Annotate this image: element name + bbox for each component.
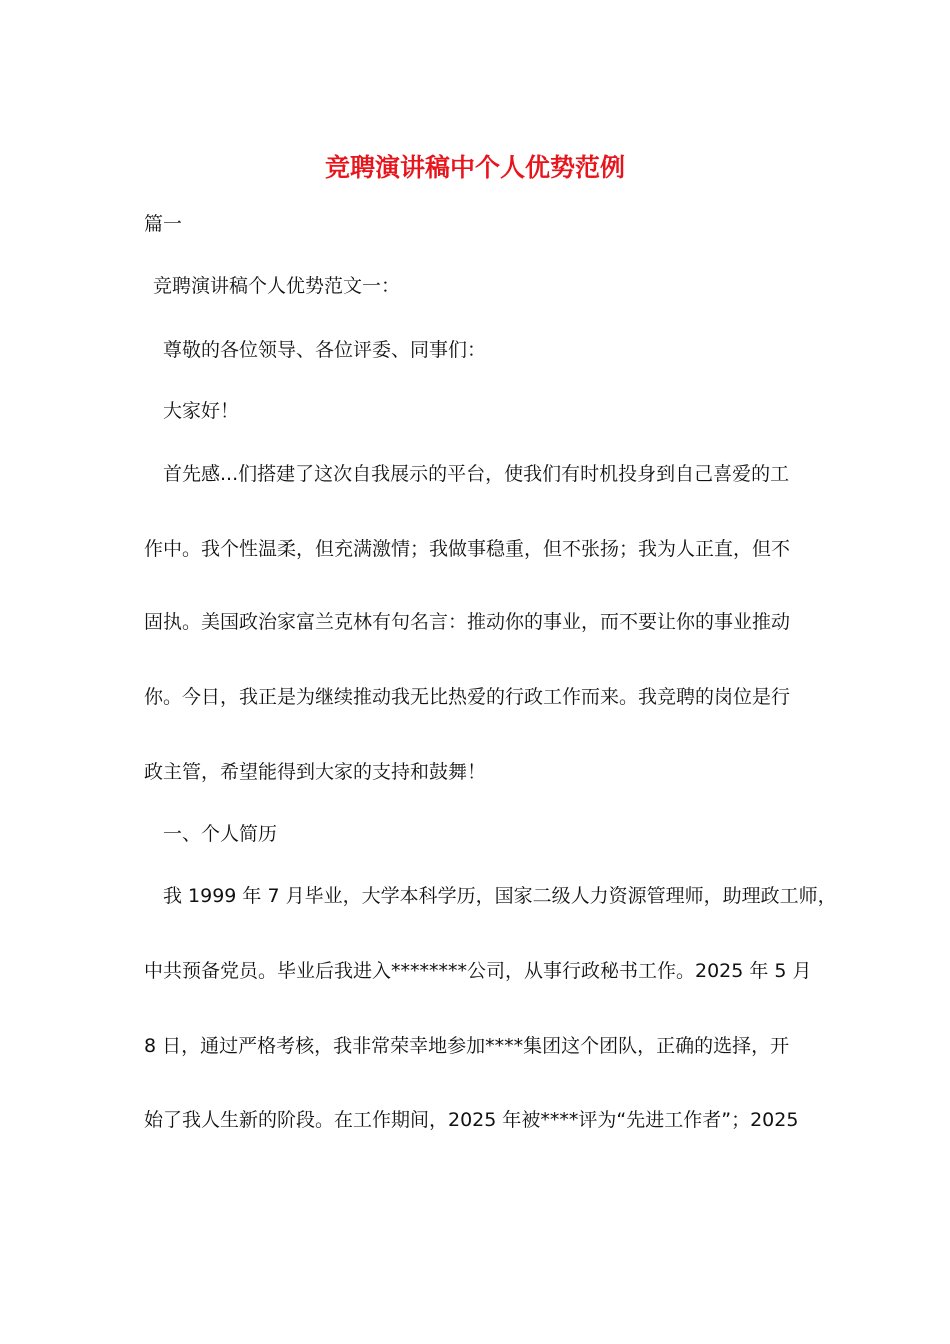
paragraph-line: 我 1999 年 7 月毕业，大学本科学历，国家二级人力资源管理师，助理政工师， — [163, 885, 837, 907]
paragraph-line: 政主管，希望能得到大家的支持和鼓舞！ — [144, 761, 487, 783]
hello-line: 大家好！ — [163, 400, 240, 422]
section-heading: 一、个人简历 — [163, 823, 278, 845]
paragraph-line: 作中。我个性温柔，但充满激情；我做事稳重，但不张扬；我为人正直，但不 — [144, 538, 791, 560]
paragraph-line: 始了我人生新的阶段。在工作期间，2025 年被****评为“先进工作者”；2025 — [144, 1109, 799, 1131]
greeting: 尊敬的各位领导、各位评委、同事们： — [163, 339, 487, 361]
paragraph-line: 8 日，通过严格考核，我非常荣幸地参加****集团这个团队，正确的选择，开 — [144, 1035, 790, 1057]
paragraph-line: 你。今日，我正是为继续推动我无比热爱的行政工作而来。我竞聘的岗位是行 — [144, 686, 791, 708]
paragraph-line: 首先感...们搭建了这次自我展示的平台，使我们有时机投身到自己喜爱的工 — [163, 463, 790, 485]
section-label: 篇一 — [144, 213, 183, 235]
subtitle: 竞聘演讲稿个人优势范文一： — [153, 275, 401, 297]
document-title: 竞聘演讲稿中个人优势范例 — [324, 153, 625, 182]
paragraph-line: 中共预备党员。毕业后我进入********公司，从事行政秘书工作。2025 年 5 月 — [144, 960, 812, 982]
paragraph-line: 固执。美国政治家富兰克林有句名言：推动你的事业，而不要让你的事业推动 — [144, 611, 791, 633]
